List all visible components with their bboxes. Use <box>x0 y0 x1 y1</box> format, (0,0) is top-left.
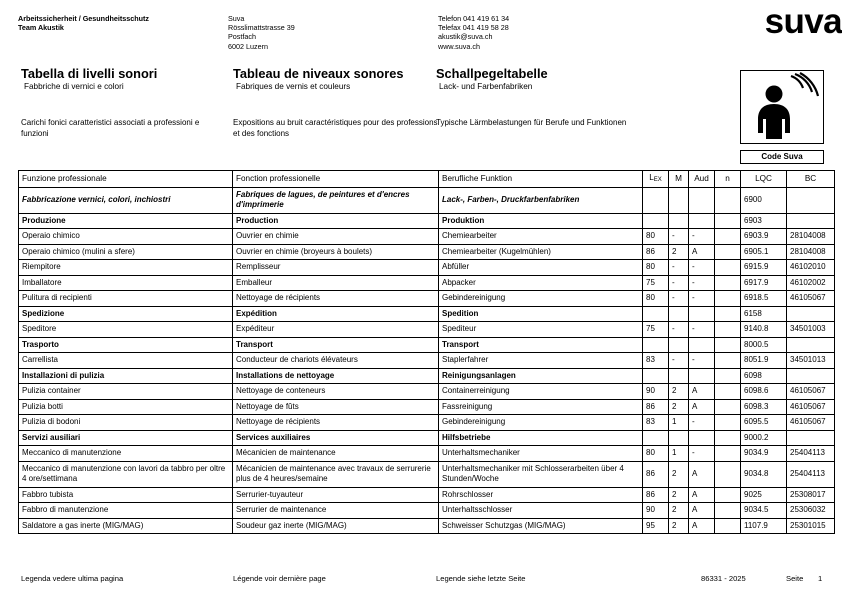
cell-de: Unterhaltsmechaniker mit Schlosserarbeiten über 4 Stunden/Woche <box>439 461 643 487</box>
cell-bc <box>787 306 835 322</box>
cell-bc: 34501013 <box>787 353 835 369</box>
cell-lqc: 6095.5 <box>741 415 787 431</box>
cell-lex: 86 <box>643 487 669 503</box>
cell-n <box>715 275 741 291</box>
cell-aud <box>689 368 715 384</box>
cell-lqc: 6900 <box>741 187 787 213</box>
cell-lex <box>643 430 669 446</box>
cell-it: Fabbricazione vernici, colori, inchiostri <box>19 187 233 213</box>
cell-fr: Remplisseur <box>233 260 439 276</box>
cell-it: Imballatore <box>19 275 233 291</box>
cell-de: Spediteur <box>439 322 643 338</box>
title-column-fr <box>233 66 445 92</box>
cell-it: Spedizione <box>19 306 233 322</box>
cell-de: Staplerfahrer <box>439 353 643 369</box>
cell-bc: 46105067 <box>787 291 835 307</box>
table-row <box>19 461 835 487</box>
contact-email: akustik@suva.ch <box>438 32 493 42</box>
cell-de: Transport <box>439 337 643 353</box>
col-header-lex <box>643 171 669 188</box>
sound-level-table-wrapper <box>18 170 824 534</box>
address-block <box>228 14 428 51</box>
cell-m: - <box>669 260 689 276</box>
footer-legend-fr: Légende voir dernière page <box>233 574 326 583</box>
cell-aud: A <box>689 399 715 415</box>
cell-aud: A <box>689 461 715 487</box>
cell-fr: Conducteur de chariots élévateurs <box>233 353 439 369</box>
title-sub-fr: Fabriques de vernis et couleurs <box>236 82 351 91</box>
title-main-fr: Tableau de niveaux sonores <box>233 66 404 81</box>
cell-bc: 46105067 <box>787 415 835 431</box>
cell-m: 1 <box>669 415 689 431</box>
cell-lex: 75 <box>643 322 669 338</box>
cell-n <box>715 322 741 338</box>
cell-lqc: 6918.5 <box>741 291 787 307</box>
department-line-1: Arbeitssicherheit / Gesundheitsschutz <box>18 14 150 23</box>
title-sub-it: Fabbriche di vernici e colori <box>24 82 124 91</box>
cell-m: 2 <box>669 461 689 487</box>
cell-fr: Nettoyage de conteneurs <box>233 384 439 400</box>
cell-aud <box>689 430 715 446</box>
cell-fr: Ouvrier en chimie <box>233 229 439 245</box>
description-fr: Expositions au bruit caractéristiques pour des professions et des fonctions <box>233 118 438 138</box>
cell-lex: 86 <box>643 244 669 260</box>
cell-fr: Mécanicien de maintenance avec travaux de serrurerie plus de 4 heures/semaine <box>233 461 439 487</box>
cell-lex: 80 <box>643 260 669 276</box>
cell-it: Installazioni di pulizia <box>19 368 233 384</box>
footer-page-number: 1 <box>818 574 823 583</box>
cell-aud: A <box>689 487 715 503</box>
cell-lqc: 6905.1 <box>741 244 787 260</box>
lex-base: L <box>649 173 654 182</box>
cell-lqc: 6915.9 <box>741 260 787 276</box>
cell-lqc: 6903.9 <box>741 229 787 245</box>
cell-bc: 46105067 <box>787 384 835 400</box>
cell-it: Meccanico di manutenzione con lavori da tabbro per oltre 4 ore/settimana <box>19 461 233 487</box>
cell-it: Fabbro tubista <box>19 487 233 503</box>
table-row <box>19 213 835 229</box>
table-row <box>19 275 835 291</box>
col-header-it: Funzione professionale <box>19 171 233 188</box>
footer-legend-de: Legende siehe letzte Seite <box>436 574 526 583</box>
cell-it: Pulizia botti <box>19 399 233 415</box>
cell-n <box>715 503 741 519</box>
cell-it: Riempitore <box>19 260 233 276</box>
cell-n <box>715 399 741 415</box>
cell-de: Containerreinigung <box>439 384 643 400</box>
description-it: Carichi fonici caratteristici associati a professioni e funzioni <box>21 118 200 138</box>
cell-de: Abfüller <box>439 260 643 276</box>
cell-m <box>669 213 689 229</box>
cell-lex <box>643 368 669 384</box>
cell-it: Pulizia di bodoni <box>19 415 233 431</box>
cell-m: - <box>669 322 689 338</box>
cell-n <box>715 260 741 276</box>
cell-de: Chemiearbeiter (Kugelmühlen) <box>439 244 643 260</box>
cell-it: Meccanico di manutenzione <box>19 446 233 462</box>
cell-bc: 25404113 <box>787 461 835 487</box>
cell-de: Schweisser Schutzgas (MIG/MAG) <box>439 518 643 534</box>
table-row <box>19 244 835 260</box>
cell-de: Fassreinigung <box>439 399 643 415</box>
cell-de: Chemiearbeiter <box>439 229 643 245</box>
cell-lex <box>643 337 669 353</box>
cell-lex: 80 <box>643 446 669 462</box>
cell-bc <box>787 337 835 353</box>
cell-de: Unterhaltsschlosser <box>439 503 643 519</box>
cell-n <box>715 187 741 213</box>
cell-m: 2 <box>669 244 689 260</box>
cell-n <box>715 487 741 503</box>
cell-n <box>715 353 741 369</box>
cell-lqc: 8051.9 <box>741 353 787 369</box>
cell-fr: Soudeur gaz inerte (MIG/MAG) <box>233 518 439 534</box>
cell-fr: Emballeur <box>233 275 439 291</box>
cell-bc <box>787 368 835 384</box>
cell-lex: 90 <box>643 384 669 400</box>
description-de: Typische Lärmbelastungen für Berufe und Funktionen <box>436 118 627 127</box>
cell-it: Operaio chimico (mulini a sfere) <box>19 244 233 260</box>
department-block <box>18 14 228 32</box>
col-header-aud: Aud <box>689 171 715 188</box>
cell-n <box>715 415 741 431</box>
cell-lex: 75 <box>643 275 669 291</box>
cell-bc: 46105067 <box>787 399 835 415</box>
cell-fr: Fabriques de lagues, de peintures et d'encres d'imprimerie <box>233 187 439 213</box>
cell-m: - <box>669 353 689 369</box>
cell-aud: - <box>689 446 715 462</box>
cell-fr: Services auxiliaires <box>233 430 439 446</box>
table-row <box>19 368 835 384</box>
cell-lqc: 6158 <box>741 306 787 322</box>
cell-fr: Serrurier de maintenance <box>233 503 439 519</box>
title-block <box>18 66 824 162</box>
table-row <box>19 518 835 534</box>
cell-bc: 28104008 <box>787 229 835 245</box>
cell-m: - <box>669 291 689 307</box>
cell-m: 2 <box>669 503 689 519</box>
cell-lex <box>643 213 669 229</box>
cell-n <box>715 337 741 353</box>
cell-n <box>715 461 741 487</box>
table-row <box>19 353 835 369</box>
cell-n <box>715 446 741 462</box>
contact-phone: Telefon 041 419 61 34 <box>438 14 510 23</box>
sound-level-table <box>18 170 835 534</box>
cell-lqc: 6917.9 <box>741 275 787 291</box>
cell-lqc: 9034.8 <box>741 461 787 487</box>
cell-it: Produzione <box>19 213 233 229</box>
letterhead <box>18 14 824 60</box>
cell-fr: Expédition <box>233 306 439 322</box>
table-row <box>19 337 835 353</box>
cell-bc: 28104008 <box>787 244 835 260</box>
cell-n <box>715 213 741 229</box>
cell-fr: Transport <box>233 337 439 353</box>
cell-de: Gebindereinigung <box>439 415 643 431</box>
cell-aud: A <box>689 518 715 534</box>
col-header-de: Berufliche Funktion <box>439 171 643 188</box>
cell-bc: 46102002 <box>787 275 835 291</box>
table-row <box>19 187 835 213</box>
cell-lex: 80 <box>643 291 669 307</box>
cell-bc: 34501003 <box>787 322 835 338</box>
cell-n <box>715 518 741 534</box>
cell-aud: - <box>689 322 715 338</box>
cell-it: Pulitura di recipienti <box>19 291 233 307</box>
col-header-lqc: LQC <box>741 171 787 188</box>
table-row <box>19 229 835 245</box>
cell-bc <box>787 213 835 229</box>
cell-n <box>715 244 741 260</box>
cell-fr: Mécanicien de maintenance <box>233 446 439 462</box>
cell-n <box>715 368 741 384</box>
table-row <box>19 384 835 400</box>
cell-m: - <box>669 229 689 245</box>
cell-fr: Production <box>233 213 439 229</box>
cell-de: Gebindereinigung <box>439 291 643 307</box>
cell-fr: Nettoyage de récipients <box>233 415 439 431</box>
cell-n <box>715 384 741 400</box>
cell-lex: 86 <box>643 399 669 415</box>
cell-de: Lack-, Farben-, Druckfarbenfabriken <box>439 187 643 213</box>
title-main-it: Tabella di livelli sonori <box>21 66 158 81</box>
cell-lex: 83 <box>643 415 669 431</box>
cell-m <box>669 187 689 213</box>
cell-lqc: 6903 <box>741 213 787 229</box>
cell-aud <box>689 337 715 353</box>
footer-legend-it: Legenda vedere ultima pagina <box>21 574 124 583</box>
cell-bc: 25306032 <box>787 503 835 519</box>
col-header-fr: Fonction professionelle <box>233 171 439 188</box>
cell-m <box>669 337 689 353</box>
cell-fr: Nettoyage de fûts <box>233 399 439 415</box>
col-header-bc: BC <box>787 171 835 188</box>
address-line-2: Rösslimattstrasse 39 <box>228 23 295 33</box>
table-row <box>19 291 835 307</box>
address-line-3: Postfach <box>228 32 256 42</box>
table-row <box>19 322 835 338</box>
title-column-it <box>21 66 233 92</box>
cell-aud: - <box>689 275 715 291</box>
footer-doc-number: 86331 - 2025 <box>701 574 746 583</box>
cell-de: Unterhaltsmechaniker <box>439 446 643 462</box>
cell-bc <box>787 187 835 213</box>
cell-de: Abpacker <box>439 275 643 291</box>
address-line-1: Suva <box>228 14 245 23</box>
cell-lex: 83 <box>643 353 669 369</box>
table-header-row <box>19 171 835 188</box>
department-line-2: Team Akustik <box>18 23 64 33</box>
cell-de: Produktion <box>439 213 643 229</box>
cell-bc: 25308017 <box>787 487 835 503</box>
person-with-soundwaves-icon <box>740 70 824 144</box>
cell-lex: 86 <box>643 461 669 487</box>
cell-lex: 90 <box>643 503 669 519</box>
cell-m: 1 <box>669 446 689 462</box>
table-row <box>19 399 835 415</box>
cell-it: Operaio chimico <box>19 229 233 245</box>
cell-it: Pulizia container <box>19 384 233 400</box>
table-row <box>19 306 835 322</box>
cell-aud: - <box>689 260 715 276</box>
cell-bc: 25404113 <box>787 446 835 462</box>
contact-fax: Telefax 041 419 58 28 <box>438 23 509 33</box>
cell-it: Fabbro di manutenzione <box>19 503 233 519</box>
cell-n <box>715 430 741 446</box>
cell-aud: A <box>689 244 715 260</box>
cell-bc: 46102010 <box>787 260 835 276</box>
cell-lqc: 6098.6 <box>741 384 787 400</box>
cell-m <box>669 430 689 446</box>
col-header-m: M <box>669 171 689 188</box>
cell-aud <box>689 213 715 229</box>
cell-m <box>669 306 689 322</box>
cell-m: 2 <box>669 384 689 400</box>
cell-bc <box>787 430 835 446</box>
cell-lqc: 6098 <box>741 368 787 384</box>
cell-de: Hilfsbetriebe <box>439 430 643 446</box>
cell-it: Servizi ausiliari <box>19 430 233 446</box>
cell-aud: - <box>689 353 715 369</box>
footer-page-label: Seite <box>786 574 804 583</box>
title-column-de <box>436 66 648 92</box>
cell-bc: 25301015 <box>787 518 835 534</box>
cell-fr: Ouvrier en chimie (broyeurs à boulets) <box>233 244 439 260</box>
table-row <box>19 503 835 519</box>
cell-lqc: 9025 <box>741 487 787 503</box>
title-main-de: Schallpegeltabelle <box>436 66 548 81</box>
cell-it: Saldatore a gas inerte (MIG/MAG) <box>19 518 233 534</box>
cell-n <box>715 291 741 307</box>
cell-lqc: 9034.5 <box>741 503 787 519</box>
cell-de: Rohrschlosser <box>439 487 643 503</box>
table-row <box>19 446 835 462</box>
contact-block <box>438 14 638 51</box>
cell-m: 2 <box>669 399 689 415</box>
table-row <box>19 260 835 276</box>
cell-it: Carrellista <box>19 353 233 369</box>
cell-lqc: 6098.3 <box>741 399 787 415</box>
cell-lqc: 1107.9 <box>741 518 787 534</box>
cell-fr: Installations de nettoyage <box>233 368 439 384</box>
cell-it: Trasporto <box>19 337 233 353</box>
cell-aud <box>689 187 715 213</box>
lex-subscript: EX <box>653 177 662 183</box>
cell-aud: - <box>689 415 715 431</box>
cell-fr: Serrurier-tuyauteur <box>233 487 439 503</box>
contact-website: www.suva.ch <box>438 41 480 51</box>
code-suva-label: Code Suva <box>740 150 824 164</box>
cell-lex <box>643 187 669 213</box>
table-body <box>19 187 835 534</box>
cell-aud: - <box>689 291 715 307</box>
cell-lqc: 9140.8 <box>741 322 787 338</box>
cell-aud: - <box>689 229 715 245</box>
title-sub-de: Lack- und Farbenfabriken <box>439 82 533 91</box>
cell-de: Reinigungsanlagen <box>439 368 643 384</box>
cell-m: - <box>669 275 689 291</box>
cell-n <box>715 229 741 245</box>
table-row <box>19 430 835 446</box>
cell-aud <box>689 306 715 322</box>
cell-aud: A <box>689 503 715 519</box>
cell-lqc: 9034.9 <box>741 446 787 462</box>
cell-de: Spedition <box>439 306 643 322</box>
cell-m: 2 <box>669 518 689 534</box>
cell-fr: Nettoyage de récipients <box>233 291 439 307</box>
cell-lex: 80 <box>643 229 669 245</box>
table-row <box>19 415 835 431</box>
cell-lex <box>643 306 669 322</box>
table-row <box>19 487 835 503</box>
suva-logo: suva <box>764 2 842 41</box>
col-header-n: n <box>715 171 741 188</box>
address-line-4: 6002 Luzern <box>228 41 268 51</box>
cell-it: Speditore <box>19 322 233 338</box>
cell-lqc: 9000.2 <box>741 430 787 446</box>
table-header <box>19 171 835 188</box>
cell-lqc: 8000.5 <box>741 337 787 353</box>
cell-aud: A <box>689 384 715 400</box>
cell-n <box>715 306 741 322</box>
cell-m: 2 <box>669 487 689 503</box>
cell-lex: 95 <box>643 518 669 534</box>
cell-fr: Expéditeur <box>233 322 439 338</box>
cell-m <box>669 368 689 384</box>
